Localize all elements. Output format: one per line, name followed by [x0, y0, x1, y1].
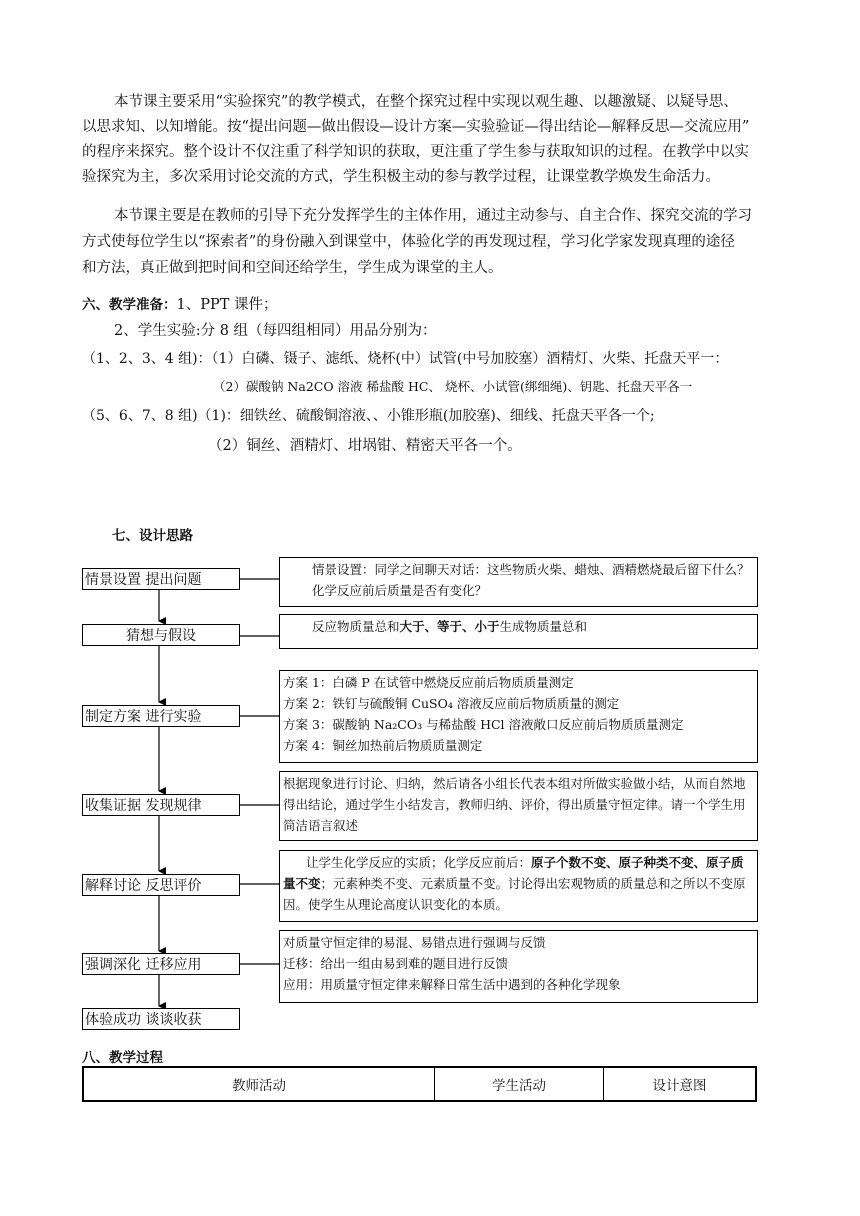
- design-heading: 七、设计思路: [112, 528, 193, 544]
- intro-p1-line3: 的程序来探究。整个设计不仅注重了科学知识的获取，更注重了学生参与获取知识的过程。在教学中以实: [82, 144, 749, 160]
- prep-group2-line2: （2）铜丝、酒精灯、坩埚钳、精密天平各一个。: [208, 438, 522, 454]
- intro-p2-line2: 方式使每位学生以“探索者”的身份融入到课堂中，体验化学的再发现过程，学习化学家发现真理的途径: [82, 234, 735, 250]
- flow-desc-4: [279, 771, 758, 841]
- flow-step-4: 收集证据 发现规律: [82, 794, 240, 816]
- flow-desc-3-line2: 方案 2：铁钉与硫酸铜 CuSO₄ 溶液反应前后物质质量的测定: [283, 696, 620, 711]
- flow-desc-5-d: ；元素种类不变、元素质量不变。讨论得出宏观物质的质量总和之所以不变原: [320, 876, 746, 891]
- prep-item1: 1、PPT 课件；: [176, 297, 278, 313]
- table-header-row: [83, 1067, 756, 1101]
- flow-desc-3: [279, 670, 758, 763]
- flow-desc-4-line1: 根据现象进行讨论、归纳，然后请各小组长代表本组对所做实验做小结，从而自然地: [283, 776, 746, 791]
- flow-desc-5-b: 原子个数不变、原子种类不变、原子质: [531, 855, 744, 870]
- prep-group2-line1: （5、6、7、8 组)（1)：细铁丝、硫酸铜溶液、、小锥形瓶(加胶塞)、细线、托盘天平各一个;: [82, 408, 655, 424]
- flow-desc-5-line1: [283, 852, 751, 873]
- flow-desc-6: [279, 930, 758, 1003]
- prep-group1-line1: （1、2、3、4 组)：（1）白磷、镊子、滤纸、烧杯(中）试管(中号加胶塞）酒精灯、火柴、托盘天平一：: [82, 351, 729, 367]
- flow-desc-1: [279, 557, 758, 607]
- flow-step-3: 制定方案 进行实验: [82, 705, 240, 727]
- flow-desc-2-a: 反应物质量总和: [312, 619, 400, 634]
- flow-desc-5-line2: [283, 873, 751, 894]
- flow-desc-3-line4: 方案 4：铜丝加热前后物质质量测定: [283, 738, 483, 753]
- prep-item2: 2、学生实验:分 8 组（每四组相同）用品分别为：: [114, 323, 437, 339]
- prep-heading: 六、教学准备：: [82, 297, 177, 313]
- process-heading: 八、教学过程: [82, 1050, 163, 1066]
- prep-group1-line2: （2）碳酸钠 Na2CO 溶液 稀盐酸 HC、 烧杯、小试管(绑细绳)、钥匙、托盘天平各一: [213, 379, 693, 394]
- flow-desc-1-line1: 情景设置：同学之间聊天对话：这些物质火柴、蜡烛、酒精燃烧最后留下什么？: [312, 562, 750, 577]
- process-table: [82, 1066, 757, 1102]
- col-teacher-activity: 教师活动: [83, 1067, 435, 1101]
- flow-step-5: 解释讨论 反思评价: [82, 874, 240, 896]
- flow-desc-2-b: 大于、等于、小于: [399, 619, 500, 634]
- flow-desc-2-c: 生成物质量总和: [499, 619, 588, 634]
- flow-desc-4-line3: 简洁语言叙述: [283, 818, 359, 833]
- intro-p2-line3: 和方法，真正做到把时间和空间还给学生，学生成为课堂的主人。: [82, 260, 503, 276]
- intro-p1-line2: 以思求知、以知增能。按“提出问题—做出假设—设计方案—实验验证—得出结论—解释反思—交流应用”: [82, 119, 750, 135]
- flow-step-1: 情景设置 提出问题: [82, 568, 240, 590]
- flow-step-6: 强调深化 迁移应用: [82, 953, 240, 975]
- col-student-activity: 学生活动: [435, 1067, 604, 1101]
- intro-p1-line1: 本节课主要采用“实验探究”的教学模式，在整个探究过程中实现以观生趣、以趣激疑、以疑导思、: [114, 94, 738, 110]
- flow-desc-6-line1: 对质量守恒定律的易混、易错点进行强调与反馈: [283, 935, 546, 950]
- flow-desc-3-line1: 方案 1：白磷 P 在试管中燃烧反应前后物质质量测定: [283, 675, 574, 690]
- flow-desc-6-line2: 迁移：给出一组由易到难的题目进行反馈: [283, 956, 509, 971]
- flow-desc-2: [279, 614, 758, 649]
- flow-desc-2-line: [286, 616, 751, 637]
- intro-p2-line1: 本节课主要是在教师的引导下充分发挥学生的主体作用，通过主动参与、自主合作、探究交流的学习: [114, 208, 752, 224]
- col-design-intent: 设计意图: [604, 1067, 757, 1101]
- flow-desc-5-c: 量不变: [283, 876, 321, 891]
- flow-desc-3-line3: 方案 3：碳酸钠 Na₂CO₃ 与稀盐酸 HCl 溶液敞口反应前后物质质量测定: [283, 717, 684, 732]
- flow-desc-4-line2: 得出结论，通过学生小结发言，教师归纳、评价，得出质量守恒定律。请一个学生用: [283, 797, 746, 812]
- flow-step-2: 猜想与假设: [82, 624, 240, 646]
- intro-p1-line4: 验探究为主，多次采用讨论交流的方式，学生积极主动的参与教学过程，让课堂教学焕发生命活力。: [82, 169, 720, 185]
- flow-desc-5-line3: 因。使学生从理论高度认识变化的本质。: [283, 897, 509, 912]
- flow-step-7: 体验成功 谈谈收获: [82, 1008, 240, 1030]
- flow-desc-6-line3: 应用：用质量守恒定律来解释日常生活中遇到的各种化学现象: [283, 977, 621, 992]
- flow-desc-1-line2: 化学反应前后质量是否有变化？: [312, 583, 488, 598]
- flow-desc-5: [279, 850, 758, 922]
- flow-desc-5-a: 让学生化学反应的实质；化学反应前后：: [306, 855, 532, 870]
